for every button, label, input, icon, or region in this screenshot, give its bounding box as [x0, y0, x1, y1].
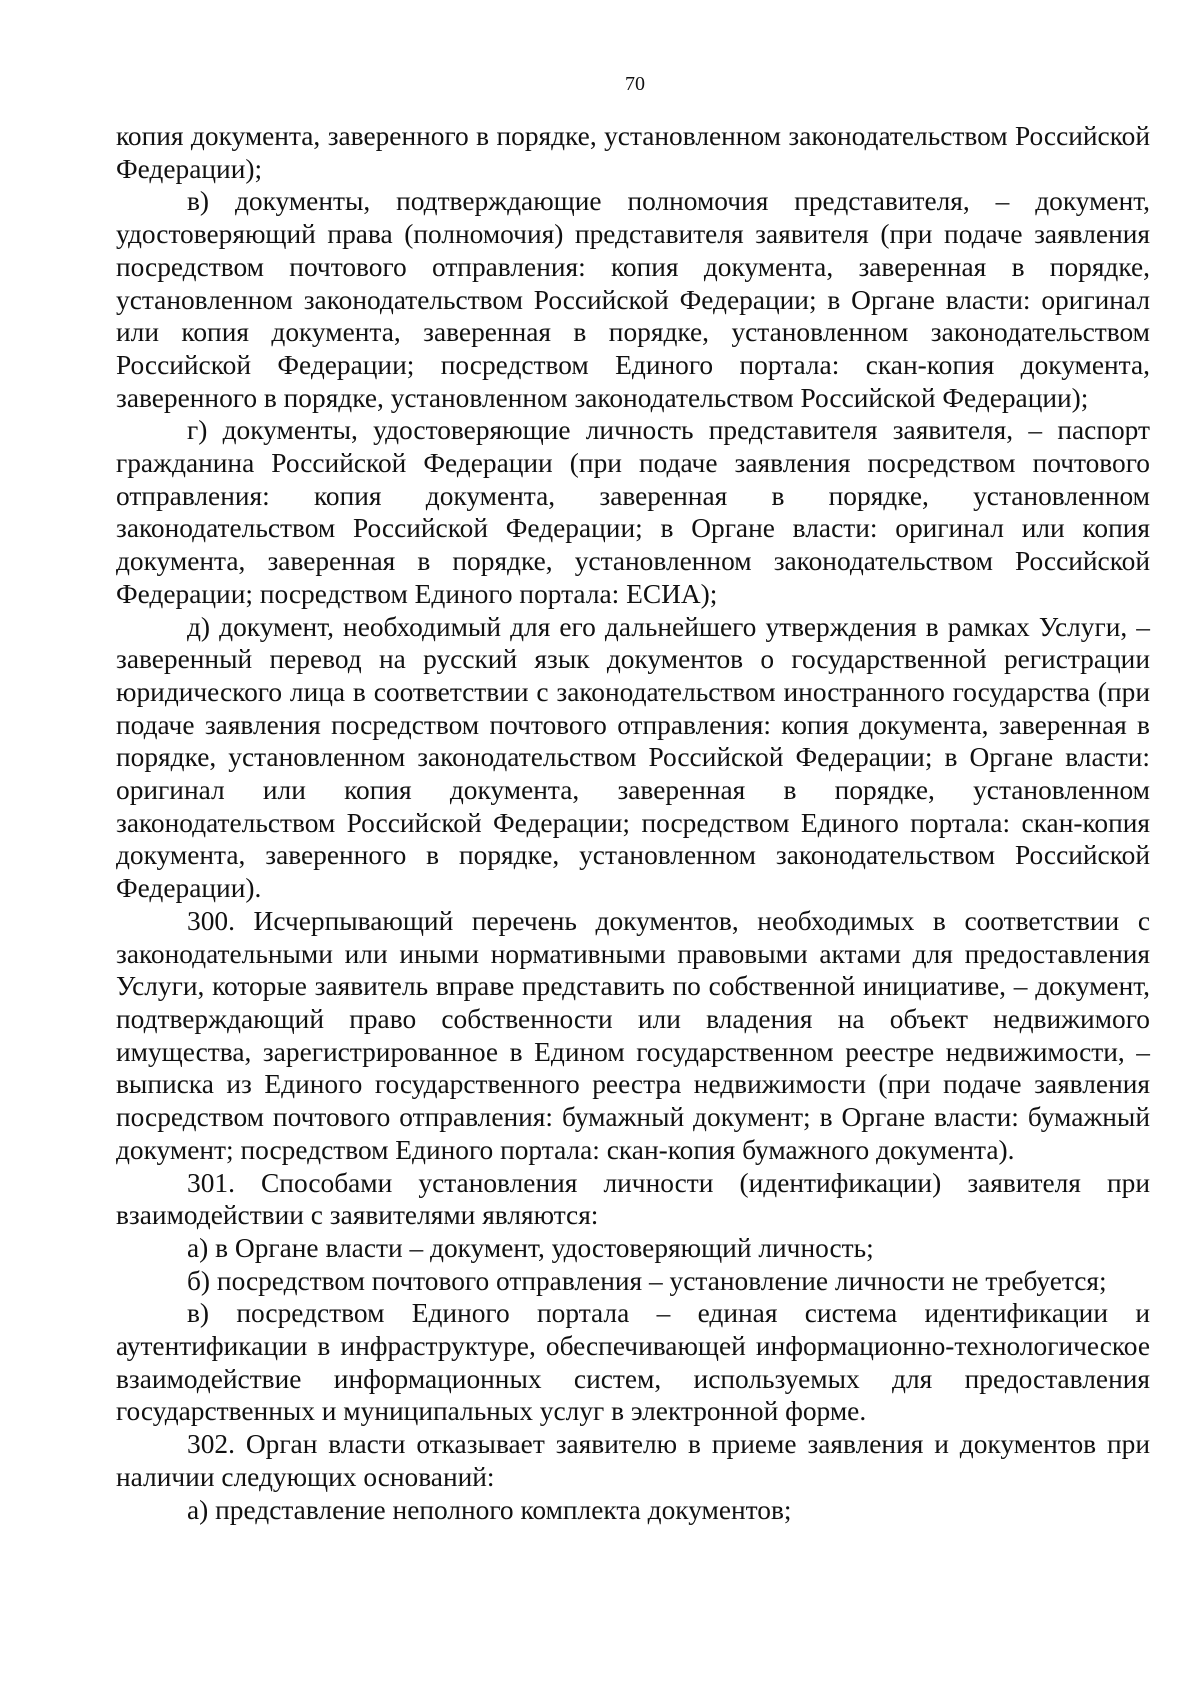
paragraph-continuation: копия документа, заверенного в порядке, установленном законодательством Российской Федерации); — [116, 121, 1150, 184]
paragraph-300: 300. Исчерпывающий перечень документов, необходимых в соответствии с законодательными или иными нормативными правовыми актами для предоставления Услуги, которые заявитель вправе представить по собственной инициативе, – документ, подтверждающий право собственности или владения на объект недвижимого имущества, зарегистрированное в Едином государственном реестре недвижимости, – выписка из Единого государственного реестра недвижимости (при подаче заявления посредством почтового отправления: бумажный документ; в Органе власти: бумажный документ; посредством Единого портала: скан-копия бумажного документа). — [116, 905, 1150, 1165]
paragraph-301-b: б) посредством почтового отправления – установление личности не требуется; — [187, 1265, 1107, 1296]
page-number: 70 — [625, 73, 645, 95]
body-text — [116, 120, 1150, 1526]
paragraph-301-v: в) посредством Единого портала – единая система идентификации и аутентификации в инфраструктуре, обеспечивающей информационно-технологическое взаимодействие информационных систем, используемых для предоставления государственных и муниципальных услуг в электронной форме. — [116, 1298, 1150, 1427]
paragraph-item-g-representative-identity: г) документы, удостоверяющие личность представителя заявителя, – паспорт гражданина Российской Федерации (при подаче заявления посредством почтового отправления: копия документа, заверенная в порядке, установленном законодательством Российской Федерации; в Органе власти: оригинал или копия документа, заверенная в порядке, установленном законодательством Российской Федерации; посредством Единого портала: ЕСИА); — [116, 415, 1150, 609]
paragraph-301-a: а) в Органе власти – документ, удостоверяющий личность; — [187, 1232, 874, 1263]
paragraph-item-d-translation: д) документ, необходимый для его дальнейшего утверждения в рамках Услуги, – заверенный перевод на русский язык документов о государственной регистрации юридического лица в соответствии с законодательством иностранного государства (при подаче заявления посредством почтового отправления: копия документа, заверенная в порядке, установленном законодательством Российской Федерации; в Органе власти: оригинал или копия документа, заверенная в порядке, установленном законодательством Российской Федерации; посредством Единого портала: скан-копия документа, заверенного в порядке, установленном законодательством Российской Федерации). — [116, 611, 1150, 904]
paragraph-302: 302. Орган власти отказывает заявителю в приеме заявления и документов при наличии следующих оснований: — [116, 1429, 1150, 1492]
paragraph-302-a: а) представление неполного комплекта документов; — [187, 1494, 792, 1525]
paragraph-item-v-representative-authority: в) документы, подтверждающие полномочия представителя, – документ, удостоверяющий права (полномочия) представителя заявителя (при подаче заявления посредством почтового отправления: копия документа, заверенная в порядке, установленном законодательством Российской Федерации; в Органе власти: оригинал или копия документа, заверенная в порядке, установленном законодательством Российской Федерации; посредством Единого портала: скан-копия документа, заверенного в порядке, установленном законодательством Российской Федерации); — [116, 186, 1150, 413]
paragraph-301: 301. Способами установления личности (идентификации) заявителя при взаимодействии с заявителями являются: — [116, 1167, 1150, 1231]
